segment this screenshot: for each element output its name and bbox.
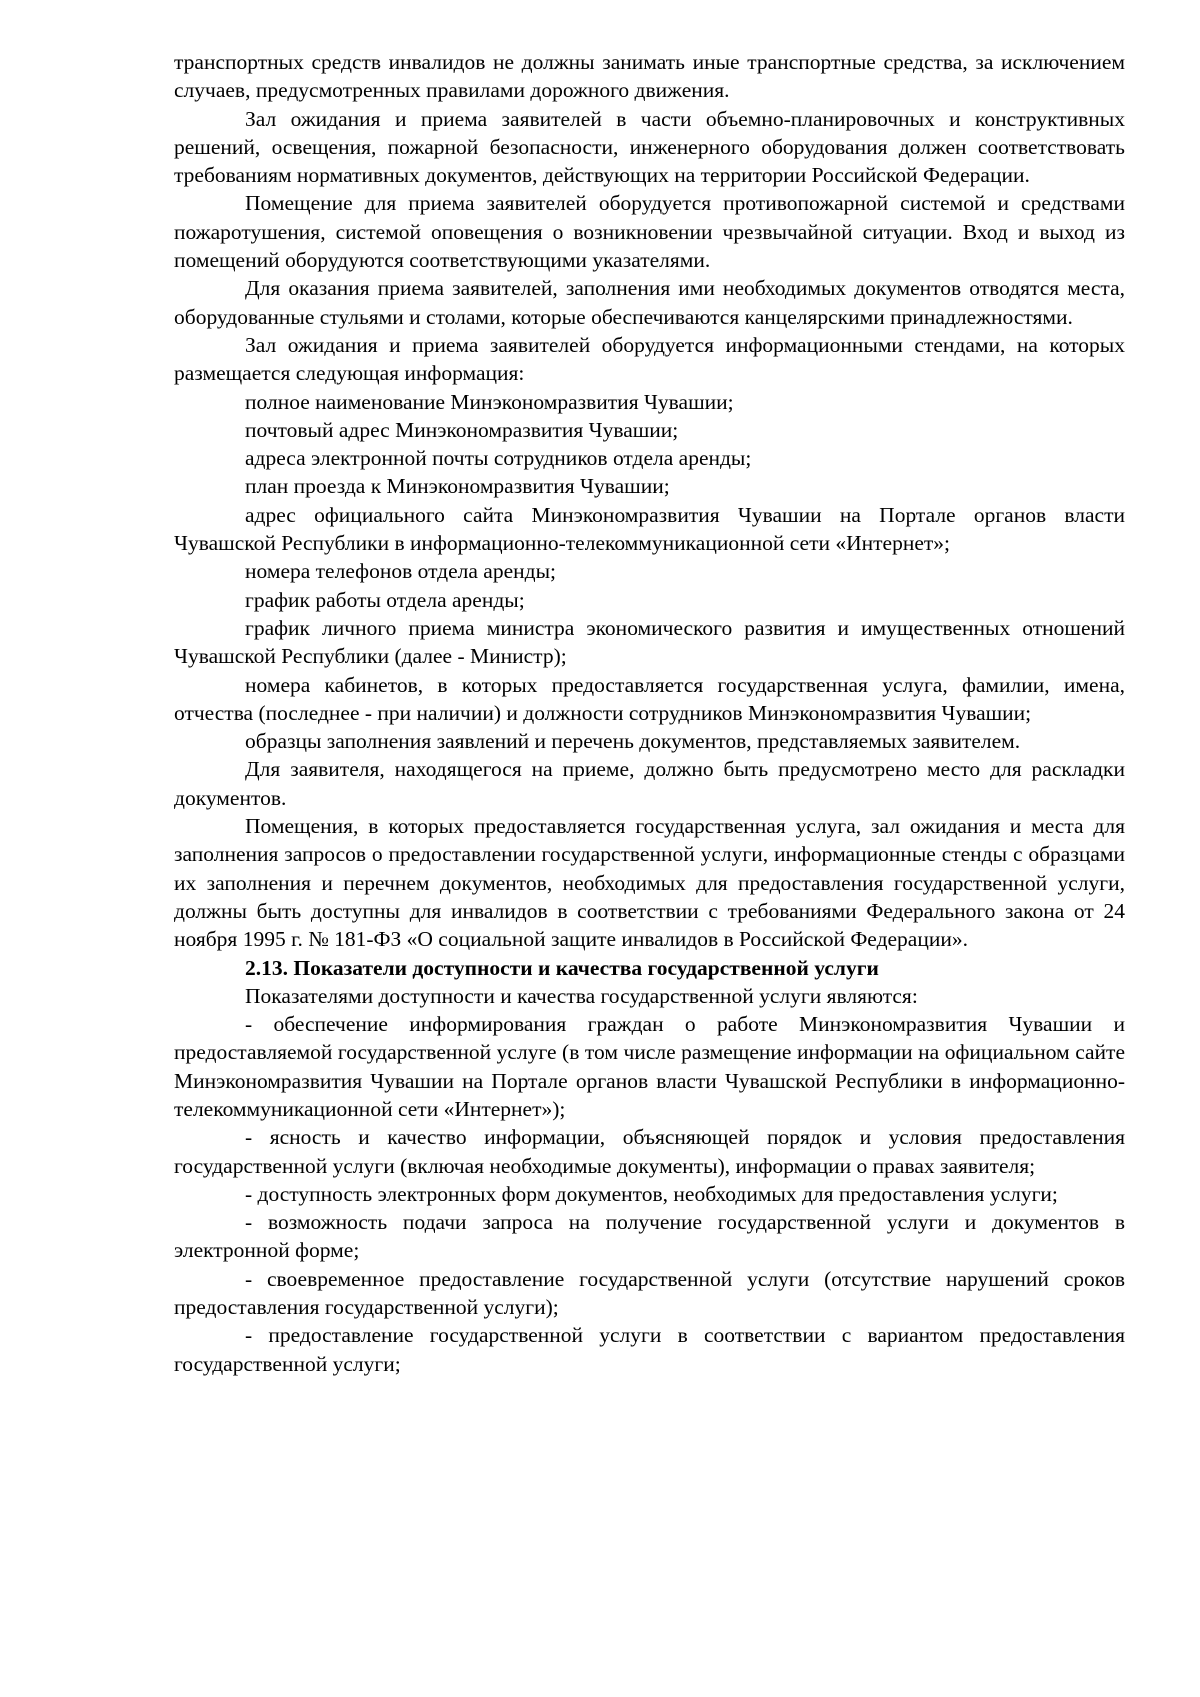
paragraph-fire-safety: Помещение для приема заявителей оборудуется противопожарной системой и средствами пожаротушения, системой оповещения о возникновении чрезвычайной ситуации. Вход и выход из помещений оборудуются соответствующими указателями. [174,191,1125,273]
paragraph-hall-requirements: Зал ожидания и приема заявителей в части объемно-планировочных и конструктивных решений, освещения, пожарной безопасности, инженерного оборудования должен соответствовать требованиям нормативных документов, действующих на территории Российской Федерации. [174,106,1125,188]
list-item-route-plan: план проезда к Минэкономразвития Чувашии; [245,474,670,499]
paragraph-accessibility: Помещения, в которых предоставляется государственная услуга, зал ожидания и места для заполнения запросов о предоставлении государственной услуги, информационные стенды с образцами их заполнения и перечнем документов, необходимых для предоставления государственной услуги, должны быть доступны для инвалидов в соответствии с требованиями Федерального закона от 24 ноября 1995 г. № 181-ФЗ «О социальной защите инвалидов в Российской Федерации». [174,814,1125,952]
list-item-electronic-forms: - доступность электронных форм документов, необходимых для предоставления услуги; [245,1181,1058,1206]
section-heading: 2.13. Показатели доступности и качества государственной услуги [245,955,879,980]
document-page [174,48,1125,1378]
list-item-postal-address: почтовый адрес Минэкономразвития Чувашии; [245,417,679,442]
paragraph-indicators-intro: Показателями доступности и качества государственной услуги являются: [245,983,918,1008]
paragraph-document-place: Для заявителя, находящегося на приеме, должно быть предусмотрено место для раскладки документов. [174,757,1125,810]
list-item-website: адрес официального сайта Минэкономразвития Чувашии на Портале органов власти Чувашской Республики в информационно-телекоммуникационной сети «Интернет»; [174,502,1125,556]
paragraph-info-stands: Зал ожидания и приема заявителей оборудуется информационными стендами, на которых размещается следующая информация: [174,332,1125,386]
list-item-minister-schedule: график личного приема министра экономического развития и имущественных отношений Чувашской Республики (далее - Министр); [174,615,1125,669]
list-item-electronic-submission: - возможность подачи запроса на получение государственной услуги и документов в электронной форме; [174,1210,1125,1263]
list-item-email: адреса электронной почты сотрудников отдела аренды; [245,446,752,471]
list-item-schedule: график работы отдела аренды; [245,587,525,612]
list-item-informing: - обеспечение информирования граждан о работе Минэкономразвития Чувашии и предоставляемой государственной услуге (в том числе размещение информации на официальном сайте Минэкономразвития Чувашии на Портале органов власти Чувашской Республики в информационно-телекоммуникационной сети «Интернет»); [174,1012,1125,1121]
paragraph-seating: Для оказания приема заявителей, заполнения ими необходимых документов отводятся места, оборудованные стульями и столами, которые обеспечиваются канцелярскими принадлежностями. [174,276,1125,329]
list-item-phones: номера телефонов отдела аренды; [245,559,557,584]
list-item-variant: - предоставление государственной услуги в соответствии с вариантом предоставления государственной услуги; [174,1323,1125,1376]
list-item-samples: образцы заполнения заявлений и перечень документов, представляемых заявителем. [245,729,1021,754]
list-item-clarity: - ясность и качество информации, объясняющей порядок и условия предоставления государственной услуги (включая необходимые документы), информации о правах заявителя; [174,1125,1125,1178]
paragraph-continuation: транспортных средств инвалидов не должны занимать иные транспортные средства, за исключением случаев, предусмотренных правилами дорожного движения. [174,50,1125,103]
list-item-timeliness: - своевременное предоставление государственной услуги (отсутствие нарушений сроков предоставления государственной услуги); [174,1266,1125,1320]
list-item-offices: номера кабинетов, в которых предоставляется государственная услуга, фамилии, имена, отчества (последнее - при наличии) и должности сотрудников Минэкономразвития Чувашии; [174,672,1125,725]
list-item-full-name: полное наименование Минэкономразвития Чувашии; [245,389,734,414]
